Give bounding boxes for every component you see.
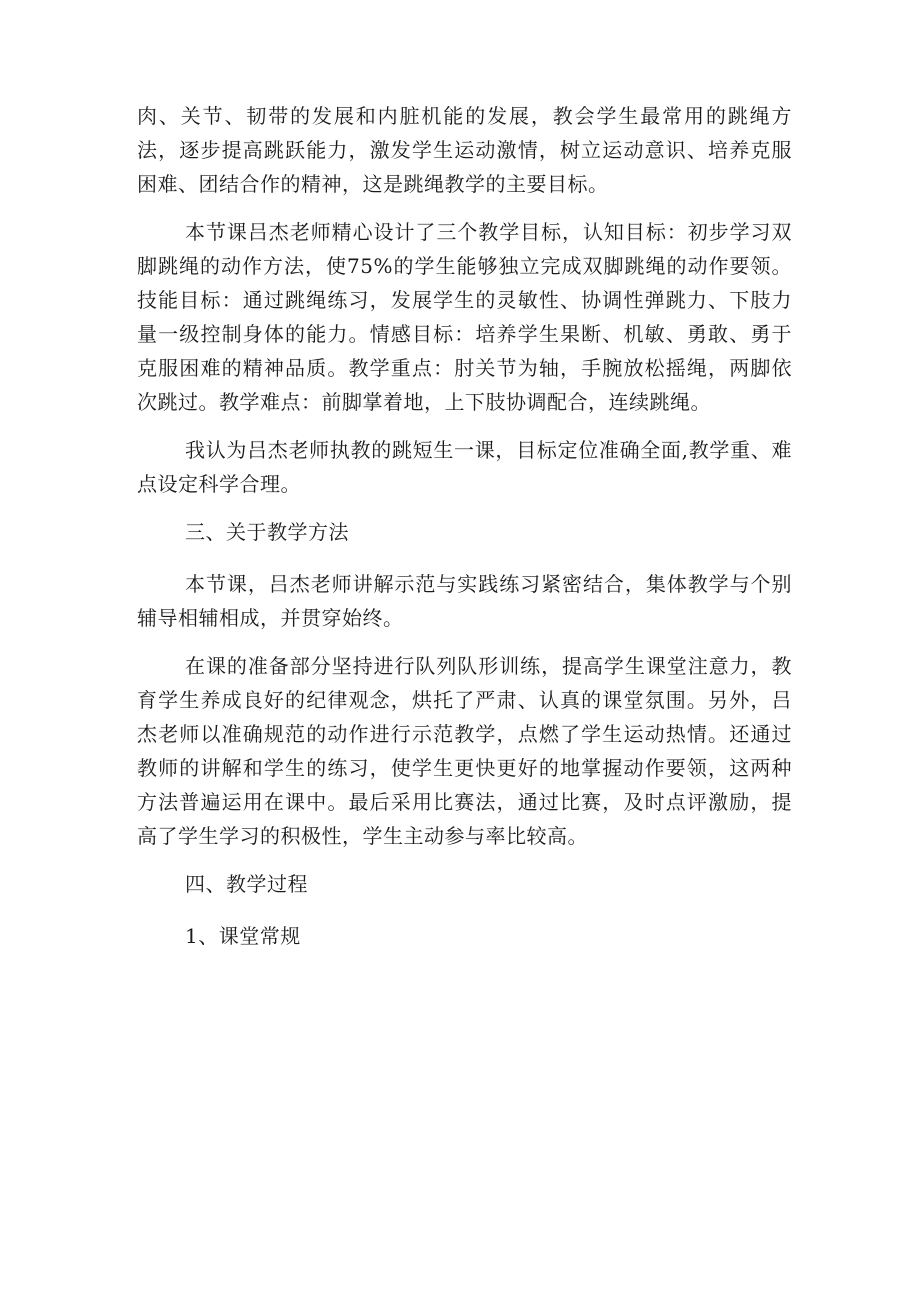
subsection-heading-classroom-routine: 1、课堂常规 bbox=[185, 924, 301, 948]
paragraph-methods-intro: 本节课，吕杰老师讲解示范与实践练习紧密结合，集体教学与个别辅导相辅相成，并贯穿始终。 bbox=[137, 572, 792, 630]
section-heading-teaching-process: 四、教学过程 bbox=[185, 872, 308, 896]
section-heading-teaching-methods: 三、关于教学方法 bbox=[185, 520, 349, 544]
document-body bbox=[137, 99, 792, 971]
paragraph-lesson-objectives: 本节课吕杰老师精心设计了三个教学目标，认知目标：初步学习双脚跳绳的动作方法，使75%的学生能够独立完成双脚跳绳的动作要领。技能目标：通过跳绳练习，发展学生的灵敏性、协调性弹跳力、下肢力量一级控制身体的能力。情感目标：培养学生果断、机敏、勇敢、勇于克服困难的精神品质。教学重点：肘关节为轴，手腕放松摇绳，两脚依次跳过。教学难点：前脚掌着地，上下肢协调配合，连续跳绳。 bbox=[137, 220, 792, 414]
paragraph-evaluation: 我认为吕杰老师执教的跳短生一课，目标定位准确全面,教学重、难点设定科学合理。 bbox=[137, 438, 792, 496]
paragraph-teaching-goal-continuation: 肉、关节、韧带的发展和内脏机能的发展，教会学生最常用的跳绳方法，逐步提高跳跃能力，激发学生运动激情，树立运动意识、培养克服困难、团结合作的精神，这是跳绳教学的主要目标。 bbox=[137, 104, 792, 196]
paragraph-methods-detail: 在课的准备部分坚持进行队列队形训练，提高学生课堂注意力，教育学生养成良好的纪律观念，烘托了严肃、认真的课堂氛围。另外，吕杰老师以准确规范的动作进行示范教学，点燃了学生运动热情。还通过教师的讲解和学生的练习，使学生更快更好的地掌握动作要领，这两种方法普遍运用在课中。最后采用比赛法，通过比赛，及时点评激励，提高了学生学习的积极性，学生主动参与率比较高。 bbox=[137, 654, 792, 848]
